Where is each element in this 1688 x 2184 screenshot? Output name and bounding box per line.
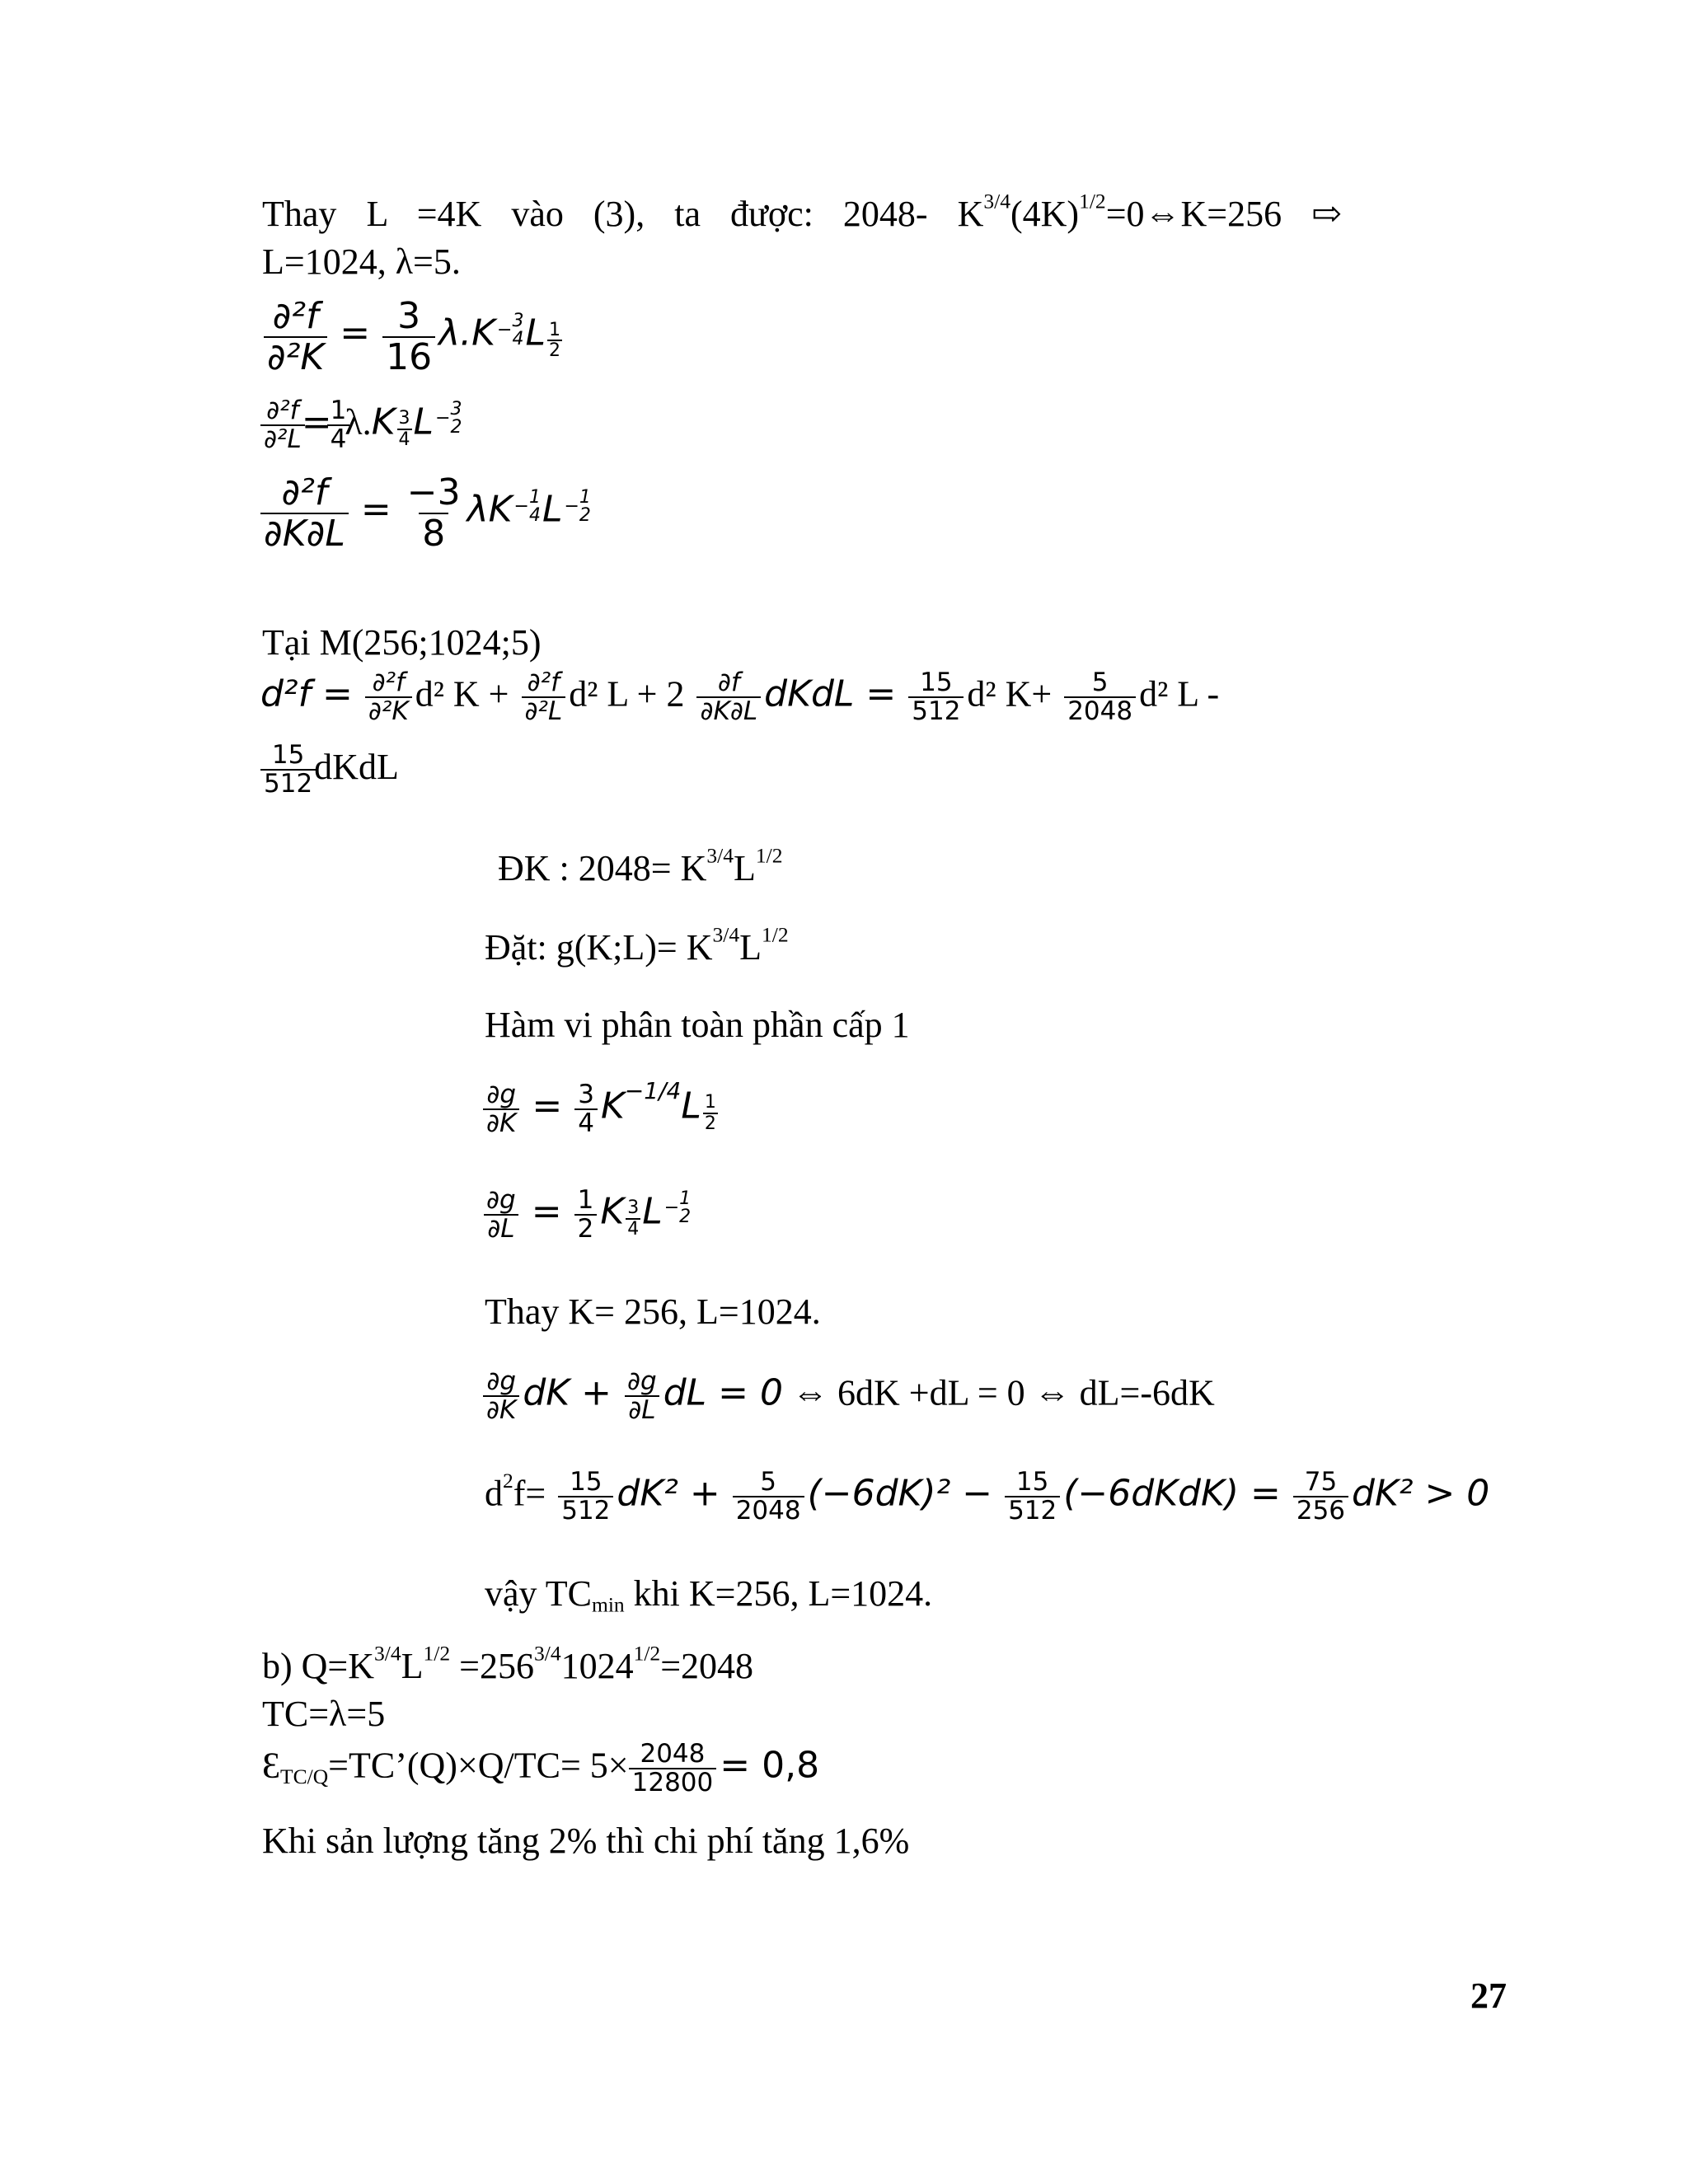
at-point-text bbox=[262, 622, 542, 663]
text: =TC’(Q)×Q/TC= 5× bbox=[328, 1745, 629, 1786]
fraction bbox=[260, 473, 349, 553]
var-K: K bbox=[371, 401, 396, 443]
denominator: 2 bbox=[579, 504, 591, 526]
substitution-text bbox=[485, 1291, 821, 1332]
denominator: 2 bbox=[548, 340, 560, 361]
lambda: λ. bbox=[438, 312, 472, 354]
numerator: 75 bbox=[1304, 1467, 1338, 1497]
text: vậy TC bbox=[485, 1573, 592, 1614]
final-sentence bbox=[262, 1823, 909, 1859]
text: Thay L =4K vào (3), ta được: 2048- K bbox=[262, 194, 984, 234]
definition-text bbox=[485, 922, 789, 968]
numerator: 15 bbox=[920, 668, 953, 697]
sign: − bbox=[564, 495, 579, 517]
exponent: 1/2 bbox=[423, 1641, 451, 1666]
var-L: L bbox=[413, 401, 434, 443]
fraction bbox=[365, 669, 412, 726]
subscript: min bbox=[591, 1592, 625, 1617]
text: dK² + bbox=[617, 1472, 720, 1515]
fraction bbox=[558, 1469, 613, 1526]
numerator: 2048 bbox=[640, 1739, 706, 1769]
constraint-text bbox=[498, 843, 783, 888]
denominator: 2 bbox=[574, 1214, 598, 1243]
text: L bbox=[739, 927, 762, 968]
equals-sign: = bbox=[532, 1085, 563, 1127]
var-L: L bbox=[642, 1190, 663, 1233]
fraction bbox=[1064, 669, 1136, 726]
conclusion-text bbox=[485, 1573, 933, 1617]
fraction bbox=[260, 742, 316, 799]
numerator: 1 bbox=[579, 486, 591, 508]
numerator: −3 bbox=[406, 471, 461, 513]
numerator: 5 bbox=[1091, 668, 1109, 697]
text: =2048 bbox=[660, 1646, 754, 1686]
text: = 0,8 bbox=[720, 1744, 820, 1787]
text: 27 bbox=[1470, 1975, 1507, 2016]
text: dK + bbox=[523, 1371, 612, 1414]
fraction bbox=[696, 669, 761, 726]
numerator: 5 bbox=[760, 1467, 776, 1497]
fraction bbox=[624, 1368, 660, 1425]
fraction bbox=[1005, 1469, 1060, 1526]
text: 1024 bbox=[560, 1646, 634, 1686]
numerator: ∂²f bbox=[527, 668, 560, 697]
numerator: ∂g bbox=[486, 1185, 516, 1215]
text: TC=λ=5 bbox=[262, 1694, 386, 1734]
fraction bbox=[264, 297, 327, 377]
exponent: 3/4 bbox=[983, 189, 1010, 213]
numerator: 3 bbox=[627, 1197, 640, 1219]
text: Ɛ bbox=[262, 1745, 281, 1786]
total-cost-text bbox=[262, 1696, 385, 1732]
denominator: 4 bbox=[574, 1108, 598, 1137]
denominator: 2048 bbox=[733, 1496, 804, 1525]
var-L: L bbox=[525, 312, 546, 354]
page-number bbox=[1470, 1975, 1507, 2016]
fraction bbox=[404, 473, 464, 553]
denominator: ∂L bbox=[484, 1214, 518, 1243]
paragraph-substitution-line2 bbox=[262, 241, 461, 282]
sign: − bbox=[663, 1197, 680, 1219]
equals-sign: = bbox=[531, 1190, 562, 1233]
exponent: 1/2 bbox=[755, 843, 783, 868]
text: =0⇔K=256 ⇨ bbox=[1105, 194, 1342, 234]
text: dKdL bbox=[314, 746, 399, 787]
denominator: ∂²K bbox=[264, 336, 327, 377]
numerator: 1 bbox=[679, 1188, 692, 1210]
fraction bbox=[733, 1469, 804, 1526]
text: L=1024, λ=5. bbox=[262, 241, 461, 282]
equation-dg-total bbox=[483, 1368, 1215, 1425]
numerator: 3 bbox=[450, 399, 462, 420]
equation-dg-dK bbox=[483, 1076, 720, 1139]
exponent: 3/4 bbox=[533, 1641, 561, 1666]
exponent bbox=[435, 401, 462, 437]
text: d² L + 2 bbox=[569, 673, 685, 715]
exponent bbox=[564, 486, 591, 526]
fraction bbox=[574, 1187, 598, 1244]
denominator: 2 bbox=[704, 1113, 716, 1134]
var-K: K bbox=[600, 1190, 625, 1233]
part-b-output bbox=[262, 1641, 754, 1686]
exponent: 3/4 bbox=[374, 1641, 401, 1666]
var-L: L bbox=[542, 488, 563, 531]
lambda: λ. bbox=[345, 401, 372, 443]
fraction bbox=[483, 1368, 519, 1425]
exponent: 3/4 bbox=[706, 843, 734, 868]
fraction bbox=[908, 669, 964, 726]
denominator: 4 bbox=[512, 328, 524, 349]
var-L: L bbox=[681, 1085, 701, 1127]
subscript: TC/Q bbox=[280, 1765, 329, 1789]
denominator: 2 bbox=[679, 1207, 692, 1228]
denominator: 8 bbox=[419, 513, 448, 554]
text: dL = 0 bbox=[663, 1371, 783, 1414]
numerator: 3 bbox=[578, 1080, 594, 1109]
denominator: ∂K bbox=[483, 1395, 519, 1424]
exponent bbox=[664, 1190, 691, 1226]
numerator: 1 bbox=[704, 1092, 716, 1113]
equation-d2f-d2L bbox=[260, 397, 464, 454]
denominator: 2048 bbox=[1064, 696, 1136, 725]
denominator: 256 bbox=[1293, 1496, 1348, 1525]
var-K: K bbox=[600, 1085, 625, 1127]
elasticity-equation bbox=[262, 1741, 819, 1797]
exponent bbox=[397, 409, 412, 448]
exponent bbox=[513, 486, 541, 526]
denominator: ∂K∂L bbox=[696, 696, 761, 725]
fraction bbox=[483, 1081, 519, 1138]
text: d² L - bbox=[1139, 673, 1220, 715]
denominator: 4 bbox=[627, 1218, 640, 1240]
text: Đặt: g(K;L)= K bbox=[485, 927, 713, 968]
fraction bbox=[522, 669, 566, 726]
numerator: 3 bbox=[397, 295, 421, 337]
text: Hàm vi phân toàn phần cấp 1 bbox=[485, 1005, 910, 1045]
numerator: ∂g bbox=[486, 1366, 517, 1396]
numerator: ∂f bbox=[717, 668, 740, 697]
denominator: 12800 bbox=[629, 1768, 717, 1797]
numerator: 15 bbox=[1015, 1467, 1049, 1497]
numerator: 15 bbox=[570, 1467, 603, 1497]
equation-d2f-expansion-line2 bbox=[260, 742, 399, 799]
numerator: 1 bbox=[528, 486, 541, 508]
exponent: 2 bbox=[503, 1468, 513, 1493]
equals-sign: = bbox=[301, 401, 332, 443]
text: d² K+ bbox=[967, 673, 1053, 715]
lambda: λ bbox=[467, 488, 489, 531]
numerator: ∂²f bbox=[281, 471, 328, 513]
text: dKdL = bbox=[764, 673, 897, 715]
denominator: ∂²K bbox=[365, 696, 412, 725]
denominator: 4 bbox=[327, 424, 350, 453]
numerator: ∂²f bbox=[372, 668, 405, 697]
denominator: ∂K bbox=[483, 1108, 519, 1137]
denominator: ∂L bbox=[625, 1395, 659, 1424]
text: b) Q=K bbox=[262, 1646, 375, 1686]
numerator: ∂g bbox=[627, 1366, 657, 1396]
numerator: ∂²f bbox=[272, 295, 319, 337]
sign: − bbox=[497, 319, 513, 340]
exponent: 1/2 bbox=[762, 922, 789, 947]
numerator: 1 bbox=[577, 1185, 594, 1215]
denominator: 512 bbox=[260, 769, 316, 798]
numerator: 15 bbox=[271, 740, 305, 770]
denominator: 4 bbox=[528, 504, 541, 526]
sign: − bbox=[435, 408, 451, 429]
denominator: 512 bbox=[908, 696, 964, 725]
fraction bbox=[260, 397, 305, 454]
var-K: K bbox=[488, 488, 513, 531]
numerator: 1 bbox=[548, 319, 560, 340]
sign: − bbox=[513, 495, 529, 517]
numerator: ∂g bbox=[486, 1080, 517, 1109]
fraction bbox=[574, 1081, 598, 1138]
denominator: ∂²L bbox=[522, 696, 566, 725]
section-label bbox=[485, 1007, 910, 1043]
text: (−6dKdK) = bbox=[1063, 1472, 1281, 1515]
text: =256 bbox=[450, 1646, 534, 1686]
denominator: 512 bbox=[1005, 1496, 1060, 1525]
paragraph-substitution bbox=[262, 189, 1342, 234]
text: L bbox=[401, 1646, 424, 1686]
text: d bbox=[485, 1473, 503, 1514]
exponent: 1/2 bbox=[1079, 189, 1106, 213]
fraction bbox=[483, 1187, 519, 1244]
text: L bbox=[733, 848, 756, 888]
fraction bbox=[382, 297, 435, 377]
equation-d2f-expansion bbox=[260, 669, 1348, 726]
text: ĐK : 2048= K bbox=[498, 848, 707, 888]
exponent: 3/4 bbox=[712, 922, 740, 947]
text: d² K + bbox=[415, 673, 509, 715]
exponent bbox=[497, 312, 523, 349]
denominator: ∂²L bbox=[260, 424, 305, 453]
text: khi K=256, L=1024. bbox=[624, 1573, 933, 1614]
fraction bbox=[1293, 1469, 1348, 1526]
exponent: −1/4 bbox=[624, 1076, 682, 1104]
equation-d2f-dKdL bbox=[260, 473, 593, 553]
denominator: 4 bbox=[398, 429, 410, 450]
equals-sign: = bbox=[340, 312, 371, 354]
text: Tại M(256;1024;5) bbox=[262, 622, 542, 663]
equation-d2f-substituted bbox=[485, 1469, 1489, 1526]
exponent bbox=[703, 1093, 718, 1132]
exponent: 1/2 bbox=[633, 1641, 661, 1666]
text: dK² > 0 bbox=[1352, 1472, 1490, 1515]
text: d²f = bbox=[260, 673, 353, 715]
numerator: ∂²f bbox=[266, 396, 299, 425]
text: (−6dK)² − bbox=[807, 1472, 993, 1515]
text: Khi sản lượng tăng 2% thì chi phí tăng 1,6% bbox=[262, 1821, 910, 1861]
denominator: 2 bbox=[450, 417, 462, 438]
exponent bbox=[547, 321, 562, 360]
denominator: 512 bbox=[558, 1496, 613, 1525]
numerator: 3 bbox=[398, 408, 410, 429]
equation-d2f-d2K bbox=[260, 297, 564, 377]
equals-sign: = bbox=[360, 488, 392, 531]
text: Thay K= 256, L=1024. bbox=[485, 1291, 821, 1332]
equation-dg-dL bbox=[483, 1187, 692, 1244]
denominator: 16 bbox=[382, 336, 435, 377]
var-K: K bbox=[471, 312, 496, 354]
text: (4K) bbox=[1010, 194, 1080, 234]
numerator: 1 bbox=[330, 396, 347, 425]
fraction bbox=[629, 1741, 717, 1797]
text: ⇔ 6dK +dL = 0 ⇔ dL=-6dK bbox=[783, 1372, 1215, 1413]
numerator: 3 bbox=[512, 310, 524, 331]
text: f= bbox=[513, 1473, 546, 1514]
denominator: ∂K∂L bbox=[260, 513, 349, 554]
exponent bbox=[626, 1198, 640, 1238]
